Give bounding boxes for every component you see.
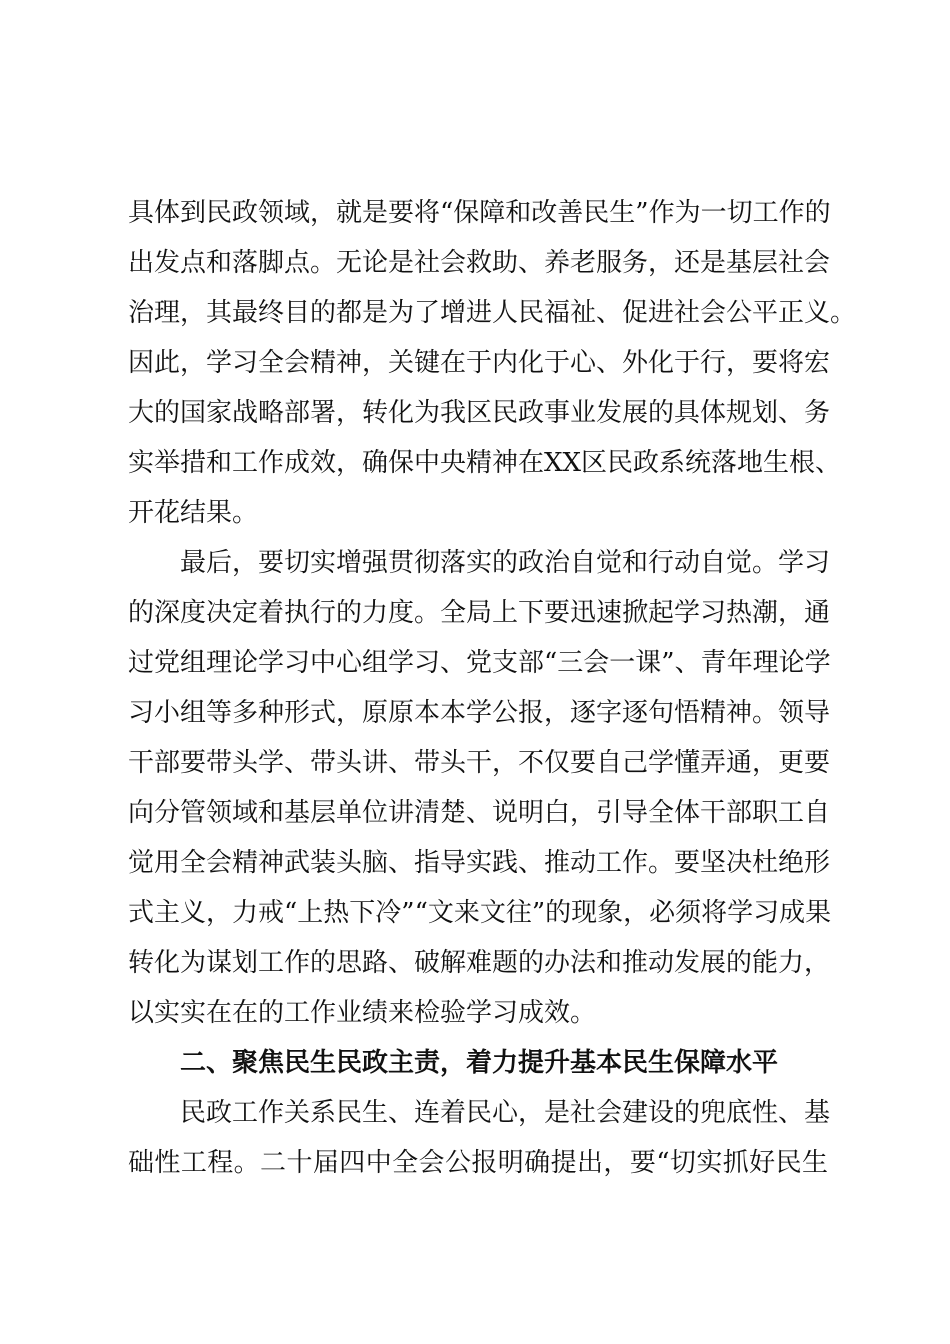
text-line: 最后，要切实增强贯彻落实的政治自觉和行动自觉。学习 <box>180 548 831 578</box>
text-line: 开花结果。 <box>128 498 259 528</box>
text-line: 转化为谋划工作的思路、破解难题的办法和推动发展的能力， <box>128 948 831 978</box>
text-line: 大的国家战略部署，转化为我区民政事业发展的具体规划、务 <box>128 398 831 428</box>
text-line: 向分管领域和基层单位讲清楚、说明白，引导全体干部职工自 <box>128 798 831 828</box>
text-line: 民政工作关系民生、连着民心，是社会建设的兜底性、基 <box>180 1098 831 1128</box>
text-line: 的深度决定着执行的力度。全局上下要迅速掀起学习热潮，通 <box>128 598 831 628</box>
text-line: 实举措和工作成效，确保中央精神在XX区民政系统落地生根、 <box>128 448 842 478</box>
document-body <box>128 188 857 1188</box>
text-line: 以实实在在的工作业绩来检验学习成效。 <box>128 998 597 1028</box>
text-line: 治理，其最终目的都是为了增进人民福祉、促进社会公平正义。 <box>128 298 857 328</box>
text-line: 干部要带头学、带头讲、带头干，不仅要自己学懂弄通，更要 <box>128 748 831 778</box>
text-line: 因此，学习全会精神，关键在于内化于心、外化于行，要将宏 <box>128 348 831 378</box>
text-line: 出发点和落脚点。无论是社会救助、养老服务，还是基层社会 <box>128 248 831 278</box>
text-line: 式主义，力戒“上热下冷”“文来文往”的现象，必须将学习成果 <box>128 898 832 928</box>
text-line: 觉用全会精神武装头脑、指导实践、推动工作。要坚决杜绝形 <box>128 848 831 878</box>
text-line: 具体到民政领域，就是要将“保障和改善民生”作为一切工作的 <box>128 198 831 228</box>
text-line: 础性工程。二十届四中全会公报明确提出，要“切实抓好民生 <box>128 1148 828 1178</box>
text-line: 习小组等多种形式，原原本本学公报，逐字逐句悟精神。领导 <box>128 698 831 728</box>
section-heading: 二、聚焦民生民政主责，着力提升基本民生保障水平 <box>180 1048 779 1078</box>
text-line: 过党组理论学习中心组学习、党支部“三会一课”、青年理论学 <box>128 648 831 678</box>
